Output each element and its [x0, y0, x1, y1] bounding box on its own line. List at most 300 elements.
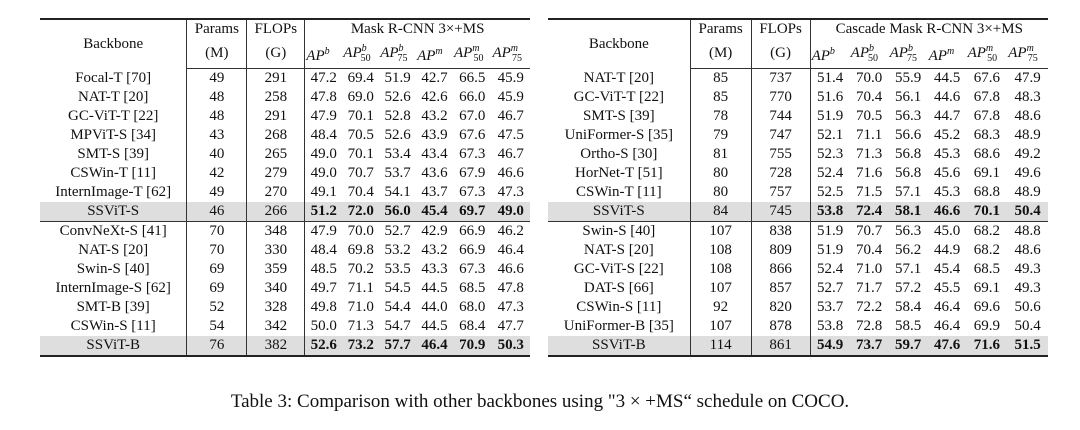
table-row: [548, 317, 1048, 336]
metric-value: 67.6: [459, 127, 486, 143]
metric-value: 46.4: [416, 336, 453, 356]
metric-value: 52.5: [816, 184, 844, 200]
metric-header: [342, 39, 379, 69]
metric-value: 50.0: [310, 318, 337, 334]
params-value: 40: [187, 145, 247, 164]
metric-value: 46.7: [497, 108, 524, 124]
params-value: 49: [187, 183, 247, 202]
metric-value: 71.6: [967, 336, 1008, 356]
metric-value: 69.1: [973, 165, 1001, 181]
flops-value: 838: [751, 222, 810, 242]
metric-value: 47.5: [497, 127, 524, 143]
metric-base: AP: [889, 45, 908, 61]
metric-value: 45.3: [933, 184, 961, 200]
params-value: 70: [187, 222, 247, 242]
metric-value: 54.7: [384, 318, 411, 334]
metric-value: 51.9: [810, 222, 850, 242]
metric-value: 66.5: [459, 70, 486, 86]
backbone-name: ConvNeXt-S [41]: [40, 222, 187, 242]
metric-value: 53.8: [816, 318, 844, 334]
params-value: 69: [187, 260, 247, 279]
metric-value: 42.6: [421, 89, 448, 105]
metric-value: 49.0: [310, 165, 337, 181]
metric-value: 47.8: [497, 280, 524, 296]
flops-value: 770: [751, 88, 810, 107]
metric-base: AP: [306, 47, 325, 64]
metric-value: 66.9: [459, 242, 486, 258]
metric-value: 48.4: [310, 242, 337, 258]
metric-value: 51.4: [816, 70, 844, 86]
metric-value: 70.1: [347, 146, 374, 162]
metric-value: 68.2: [973, 242, 1001, 258]
metric-base: AP: [453, 45, 473, 61]
metric-value: 44.5: [933, 70, 961, 86]
metric-sup: b: [324, 45, 330, 57]
metric-value: 71.5: [856, 184, 883, 200]
metric-sup: m: [985, 43, 994, 54]
params-value: 54: [187, 317, 247, 336]
metric-base: AP: [850, 45, 869, 61]
table-row: [548, 222, 1048, 242]
cascade-mask-rcnn-table: [548, 18, 1048, 357]
params-value: 107: [690, 222, 751, 242]
metric-value: 68.4: [459, 318, 486, 334]
params-value: 48: [187, 88, 247, 107]
table-row: [548, 69, 1048, 89]
flops-value: 745: [751, 202, 810, 222]
metric-sup: b: [907, 43, 913, 54]
metric-value: 51.6: [816, 89, 844, 105]
metric-value: 71.7: [856, 280, 883, 296]
metric-value: 43.2: [421, 108, 448, 124]
metric-value: 70.2: [347, 261, 374, 277]
flops-value: 291: [247, 69, 305, 89]
metric-value: 45.3: [933, 146, 961, 162]
params-unit: (M): [187, 39, 247, 69]
backbone-name: CSWin-S [11]: [40, 317, 187, 336]
metric-value: 47.3: [497, 299, 524, 315]
metric-base: AP: [811, 47, 830, 64]
flops-value: 878: [751, 317, 810, 336]
metric-value: 57.2: [895, 280, 922, 296]
metric-value: 71.6: [856, 165, 883, 181]
metric-value: 52.8: [384, 108, 411, 124]
metric-value: 70.5: [856, 108, 883, 124]
backbone-name: Focal-T [70]: [40, 69, 187, 89]
table-row: [548, 241, 1048, 260]
params-value: 107: [690, 317, 751, 336]
metric-value: 51.9: [384, 70, 411, 86]
metric-header: [305, 39, 343, 69]
flops-value: 270: [247, 183, 305, 202]
flops-value: 728: [751, 164, 810, 183]
metric-value: 67.8: [973, 108, 1001, 124]
metric-sub: 75: [906, 53, 917, 64]
metric-sup: b: [361, 43, 367, 54]
metric-value: 67.6: [973, 70, 1001, 86]
metric-value: 52.4: [816, 165, 844, 181]
metric-value: 56.6: [895, 127, 922, 143]
flops-value: 268: [247, 126, 305, 145]
method-header: Mask R-CNN 3×+MS: [305, 19, 530, 39]
metric-value: 48.4: [310, 127, 337, 143]
flops-value: 809: [751, 241, 810, 260]
metric-value: 52.1: [816, 127, 844, 143]
metric-value: 47.8: [310, 89, 337, 105]
backbone-header: Backbone: [548, 19, 690, 69]
metric-value: 55.9: [895, 70, 922, 86]
metric-header: [1007, 39, 1048, 69]
metric-sub: 50: [868, 53, 878, 64]
metric-value: 48.8: [1007, 222, 1048, 242]
metric-value: 69.7: [453, 202, 491, 222]
metric-value: 57.1: [895, 184, 922, 200]
metric-value: 70.4: [856, 242, 883, 258]
flops-value: 382: [247, 336, 305, 356]
backbone-name: NAT-S [20]: [40, 241, 187, 260]
metric-value: 67.3: [459, 146, 486, 162]
metric-value: 49.6: [1014, 165, 1041, 181]
metric-value: 52.4: [816, 261, 844, 277]
metric-value: 47.9: [310, 108, 337, 124]
metric-value: 53.5: [384, 261, 411, 277]
metric-value: 48.9: [1014, 127, 1041, 143]
metric-value: 72.8: [856, 318, 883, 334]
table-row: [548, 145, 1048, 164]
flops-value: 340: [247, 279, 305, 298]
metric-value: 67.8: [973, 89, 1001, 105]
metric-value: 45.2: [933, 127, 961, 143]
metric-value: 49.7: [310, 280, 337, 296]
backbone-header: Backbone: [40, 19, 187, 69]
table-row: [548, 260, 1048, 279]
metric-value: 56.2: [895, 242, 922, 258]
metric-value: 73.2: [342, 336, 379, 356]
params-value: 69: [187, 279, 247, 298]
metric-value: 58.4: [895, 299, 922, 315]
metric-value: 49.3: [1014, 280, 1041, 296]
table-row: [40, 183, 530, 202]
metric-value: 42.9: [416, 222, 453, 242]
metric-value: 53.7: [816, 299, 844, 315]
metric-value: 72.2: [856, 299, 883, 315]
params-value: 85: [690, 69, 751, 89]
metric-value: 66.0: [459, 89, 486, 105]
metric-value: 47.9: [1014, 70, 1041, 86]
metric-sub: 75: [397, 53, 408, 64]
backbone-name: SMT-S [39]: [40, 145, 187, 164]
metric-sub: 50: [987, 53, 998, 64]
table-row: [40, 164, 530, 183]
metric-value: 54.4: [384, 299, 411, 315]
backbone-name: DAT-S [66]: [548, 279, 690, 298]
table-row: [40, 88, 530, 107]
metric-value: 68.5: [973, 261, 1001, 277]
metric-value: 51.2: [305, 202, 343, 222]
metric-value: 52.6: [384, 89, 411, 105]
metric-header: [889, 39, 928, 69]
metric-value: 48.6: [1014, 108, 1041, 124]
metric-value: 72.0: [342, 202, 379, 222]
flops-value: 755: [751, 145, 810, 164]
metric-value: 69.4: [347, 70, 374, 86]
metric-sup: m: [435, 45, 443, 57]
metric-value: 54.1: [384, 184, 411, 200]
params-unit: (M): [690, 39, 751, 69]
flops-value: 279: [247, 164, 305, 183]
metric-base: AP: [928, 47, 947, 64]
metric-value: 46.6: [497, 261, 524, 277]
flops-value: 328: [247, 298, 305, 317]
metric-value: 48.6: [1014, 242, 1041, 258]
metric-sup: b: [398, 43, 404, 54]
metric-header: [967, 39, 1008, 69]
backbone-name: SSViT-B: [40, 336, 187, 356]
flops-value: 866: [751, 260, 810, 279]
table-row: [548, 126, 1048, 145]
backbone-name: InternImage-S [62]: [40, 279, 187, 298]
params-value: 114: [690, 336, 751, 356]
metric-header: [453, 39, 491, 69]
metric-value: 45.6: [933, 165, 961, 181]
table-row: [40, 317, 530, 336]
backbone-name: GC-ViT-S [22]: [548, 260, 690, 279]
metric-value: 45.9: [497, 70, 524, 86]
metric-value: 71.3: [347, 318, 374, 334]
metric-value: 58.5: [895, 318, 922, 334]
metric-value: 50.3: [491, 336, 530, 356]
backbone-name: CSWin-T [11]: [40, 164, 187, 183]
params-value: 108: [690, 241, 751, 260]
method-header: Cascade Mask R-CNN 3×+MS: [810, 19, 1048, 39]
backbone-name: Swin-S [40]: [548, 222, 690, 242]
metric-value: 42.7: [421, 70, 448, 86]
metric-value: 57.1: [895, 261, 922, 277]
backbone-name: SMT-B [39]: [40, 298, 187, 317]
metric-value: 71.1: [347, 280, 374, 296]
backbone-name: InternImage-T [62]: [40, 183, 187, 202]
metric-value: 67.0: [459, 108, 486, 124]
flops-value: 348: [247, 222, 305, 242]
metric-value: 53.7: [384, 165, 411, 181]
metric-value: 45.5: [933, 280, 961, 296]
metric-value: 66.9: [453, 222, 491, 242]
metric-value: 53.2: [384, 242, 411, 258]
metric-value: 71.0: [856, 261, 883, 277]
backbone-name: SMT-S [39]: [548, 107, 690, 126]
params-value: 84: [690, 202, 751, 222]
table-row: [40, 145, 530, 164]
params-value: 43: [187, 126, 247, 145]
params-value: 108: [690, 260, 751, 279]
metric-value: 46.6: [497, 165, 524, 181]
metric-value: 68.3: [973, 127, 1001, 143]
metric-header: [491, 39, 530, 69]
metric-value: 45.4: [933, 261, 961, 277]
mask-rcnn-table: [40, 18, 530, 357]
backbone-name: GC-ViT-T [22]: [40, 107, 187, 126]
metric-value: 49.0: [310, 146, 337, 162]
highlight-row: [548, 202, 1048, 222]
metric-value: 47.7: [497, 318, 524, 334]
params-value: 52: [187, 298, 247, 317]
flops-value: 291: [247, 107, 305, 126]
metric-value: 54.9: [810, 336, 850, 356]
flops-header: FLOPs: [751, 19, 810, 39]
flops-unit: (G): [751, 39, 810, 69]
metric-value: 46.7: [497, 146, 524, 162]
flops-value: 737: [751, 69, 810, 89]
metric-value: 56.8: [895, 165, 922, 181]
table-row: [548, 88, 1048, 107]
metric-value: 68.5: [459, 280, 486, 296]
metric-value: 51.5: [1007, 336, 1048, 356]
highlight-row: [40, 202, 530, 222]
metric-sub: 75: [512, 53, 523, 64]
highlight-row: [548, 336, 1048, 356]
backbone-name: SSViT-B: [548, 336, 690, 356]
metric-value: 56.8: [895, 146, 922, 162]
metric-value: 52.7: [816, 280, 844, 296]
metric-value: 70.7: [850, 222, 889, 242]
metric-value: 68.2: [967, 222, 1008, 242]
flops-value: 861: [751, 336, 810, 356]
table-row: [40, 69, 530, 89]
metric-sup: b: [869, 43, 874, 54]
metric-value: 43.3: [421, 261, 448, 277]
backbone-name: HorNet-T [51]: [548, 164, 690, 183]
metric-value: 68.0: [459, 299, 486, 315]
flops-value: 757: [751, 183, 810, 202]
backbone-name: Swin-S [40]: [40, 260, 187, 279]
metric-value: 49.1: [310, 184, 337, 200]
flops-value: 857: [751, 279, 810, 298]
metric-value: 72.4: [850, 202, 889, 222]
backbone-name: MPViT-S [34]: [40, 126, 187, 145]
table-row: [548, 298, 1048, 317]
params-header: Params: [690, 19, 751, 39]
metric-value: 58.1: [889, 202, 928, 222]
metric-header: [850, 39, 889, 69]
params-value: 80: [690, 183, 751, 202]
metric-base: AP: [967, 45, 986, 61]
metric-value: 59.7: [889, 336, 928, 356]
metric-value: 48.9: [1014, 184, 1041, 200]
metric-sub: 75: [1027, 53, 1038, 64]
flops-value: 820: [751, 298, 810, 317]
metric-value: 44.5: [421, 280, 448, 296]
metric-base: AP: [380, 45, 399, 61]
table-row: [40, 107, 530, 126]
metric-value: 48.5: [310, 261, 337, 277]
params-value: 81: [690, 145, 751, 164]
table-row: [40, 222, 530, 242]
flops-value: 342: [247, 317, 305, 336]
metric-value: 46.4: [933, 299, 961, 315]
params-value: 79: [690, 126, 751, 145]
params-value: 42: [187, 164, 247, 183]
metric-base: AP: [343, 45, 362, 61]
metric-value: 47.6: [928, 336, 967, 356]
flops-header: FLOPs: [247, 19, 305, 39]
metric-value: 52.6: [305, 336, 343, 356]
metric-value: 69.9: [973, 318, 1001, 334]
metric-value: 46.4: [497, 242, 524, 258]
metric-value: 50.4: [1014, 318, 1041, 334]
metric-value: 44.0: [421, 299, 448, 315]
params-value: 107: [690, 279, 751, 298]
metric-value: 52.6: [384, 127, 411, 143]
metric-value: 44.5: [421, 318, 448, 334]
metric-value: 49.8: [310, 299, 337, 315]
table-row: [40, 260, 530, 279]
table-row: [548, 107, 1048, 126]
metric-value: 70.9: [453, 336, 491, 356]
metric-value: 54.5: [384, 280, 411, 296]
metric-value: 50.6: [1014, 299, 1041, 315]
flops-value: 744: [751, 107, 810, 126]
metric-value: 43.7: [421, 184, 448, 200]
metric-value: 71.3: [856, 146, 883, 162]
metric-value: 70.0: [342, 222, 379, 242]
metric-header: [810, 39, 850, 69]
metric-value: 73.7: [850, 336, 889, 356]
metric-base: AP: [1008, 45, 1027, 61]
metric-value: 70.0: [856, 70, 883, 86]
table-row: [40, 279, 530, 298]
metric-value: 70.5: [347, 127, 374, 143]
metric-value: 43.2: [421, 242, 448, 258]
backbone-name: UniFormer-S [35]: [548, 126, 690, 145]
metric-value: 47.3: [497, 184, 524, 200]
metric-value: 56.0: [379, 202, 416, 222]
backbone-name: GC-ViT-T [22]: [548, 88, 690, 107]
backbone-name: CSWin-S [11]: [548, 298, 690, 317]
metric-value: 51.9: [816, 242, 844, 258]
metric-value: 53.8: [810, 202, 850, 222]
metric-value: 67.3: [459, 184, 486, 200]
metric-sup: m: [1026, 43, 1034, 54]
header-row: [40, 19, 530, 39]
metric-sub: 50: [360, 53, 371, 64]
metric-value: 44.6: [933, 89, 961, 105]
backbone-name: CSWin-T [11]: [548, 183, 690, 202]
backbone-name: Ortho-S [30]: [548, 145, 690, 164]
metric-value: 69.8: [347, 242, 374, 258]
metric-value: 44.7: [933, 108, 961, 124]
metric-value: 69.0: [347, 89, 374, 105]
metric-base: AP: [492, 45, 511, 61]
flops-value: 330: [247, 241, 305, 260]
metric-value: 49.0: [491, 202, 530, 222]
params-value: 78: [690, 107, 751, 126]
metric-value: 71.0: [347, 299, 374, 315]
metric-base: AP: [417, 47, 436, 64]
metric-value: 51.9: [816, 108, 844, 124]
metric-value: 45.0: [928, 222, 967, 242]
metric-value: 69.1: [973, 280, 1001, 296]
table-row: [548, 164, 1048, 183]
metric-sub: 50: [473, 53, 484, 64]
backbone-name: NAT-S [20]: [548, 241, 690, 260]
backbone-name: SSViT-S: [548, 202, 690, 222]
table-caption: Table 3: Comparison with other backbones using "3 × +MS“ schedule on COCO.: [230, 391, 850, 412]
metric-value: 68.6: [973, 146, 1001, 162]
backbone-name: UniFormer-B [35]: [548, 317, 690, 336]
backbone-name: SSViT-S: [40, 202, 187, 222]
metric-value: 46.2: [491, 222, 530, 242]
metric-value: 49.2: [1014, 146, 1041, 162]
